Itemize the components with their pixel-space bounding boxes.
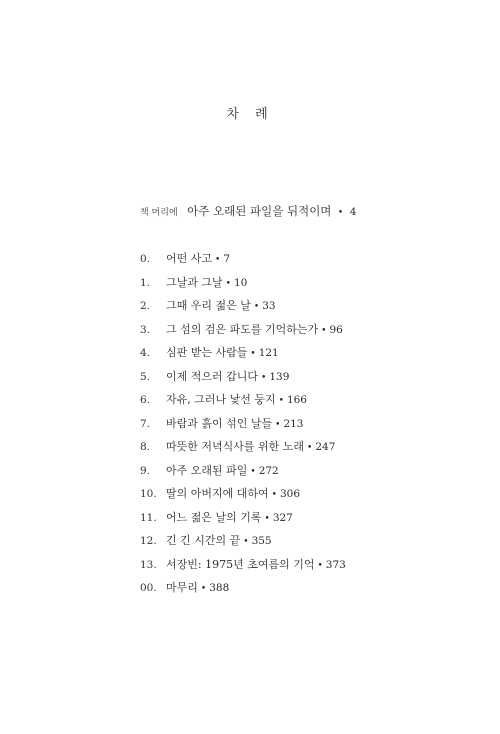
toc-entry-title: 마무리 bbox=[166, 581, 198, 594]
toc-entry bbox=[140, 274, 346, 298]
bullet-separator: • bbox=[250, 466, 256, 477]
toc-entry-title: 딸의 아버지에 대하여 bbox=[166, 487, 269, 500]
bullet-separator: • bbox=[278, 396, 284, 406]
toc-entry-title: 아주 오래된 파일 bbox=[166, 463, 248, 477]
bullet-separator: • bbox=[250, 349, 256, 359]
toc-entry-page-number: 96 bbox=[329, 323, 343, 336]
toc-entry-title: 서장빈: 1975년 초여름의 기억 bbox=[166, 557, 315, 571]
bullet-separator: • bbox=[261, 372, 267, 383]
bullet-separator: • bbox=[307, 443, 313, 453]
toc-entry bbox=[140, 556, 346, 580]
toc-entry bbox=[140, 321, 346, 345]
toc-entry-number: 2. bbox=[140, 300, 151, 312]
toc-entry-title: 그날과 그날 bbox=[166, 275, 223, 289]
toc-entry-page-number: 7 bbox=[223, 253, 231, 265]
toc-entry-page-number: 121 bbox=[258, 347, 279, 359]
table-of-contents bbox=[140, 250, 346, 603]
toc-entry-page-number: 247 bbox=[315, 441, 336, 453]
toc-entry-page-number: 10 bbox=[233, 276, 248, 289]
toc-entry-number: 5. bbox=[140, 370, 151, 383]
toc-entry-title: 심판 받는 사람들 bbox=[166, 346, 248, 359]
toc-entry-page-number: 166 bbox=[286, 394, 307, 406]
bullet-separator: • bbox=[264, 513, 270, 524]
toc-entry bbox=[140, 438, 346, 462]
toc-entry-number: 7. bbox=[140, 417, 151, 430]
preface-entry bbox=[140, 203, 356, 219]
bullet-separator: • bbox=[321, 325, 327, 336]
page-title: 차 례 bbox=[226, 107, 274, 122]
toc-entry bbox=[140, 579, 346, 603]
toc-entry-number: 9. bbox=[140, 464, 151, 477]
toc-entry-title: 그 섬의 검은 파도를 기억하는가 bbox=[166, 322, 319, 336]
bullet-separator: • bbox=[337, 208, 344, 218]
toc-entry bbox=[140, 344, 346, 368]
toc-entry-title: 바람과 흙이 섞인 날들 bbox=[166, 416, 273, 430]
toc-entry-number: 11. bbox=[140, 511, 157, 524]
toc-entry-number: 00. bbox=[140, 582, 157, 594]
toc-entry bbox=[140, 297, 346, 321]
preface-title: 아주 오래된 파일을 뒤적이며 bbox=[187, 204, 332, 218]
toc-entry bbox=[140, 485, 346, 509]
toc-entry-page-number: 272 bbox=[258, 464, 279, 477]
preface-page-number: 4 bbox=[349, 206, 357, 218]
toc-entry-number: 8. bbox=[140, 441, 151, 453]
bullet-separator: • bbox=[200, 584, 207, 594]
toc-entry-number: 10. bbox=[140, 488, 157, 500]
toc-entry-number: 0. bbox=[140, 253, 151, 265]
toc-entry-title: 자유, 그러나 낯선 둥지 bbox=[166, 393, 276, 406]
toc-entry bbox=[140, 532, 346, 556]
toc-entry-number: 6. bbox=[140, 394, 151, 406]
toc-entry-title: 따뜻한 저녁식사를 위한 노래 bbox=[166, 440, 305, 453]
bullet-separator: • bbox=[271, 490, 277, 500]
toc-entry-page-number: 355 bbox=[251, 535, 272, 547]
toc-entry-page-number: 33 bbox=[262, 300, 276, 312]
toc-entry-page-number: 327 bbox=[272, 511, 293, 524]
toc-entry-page-number: 373 bbox=[325, 558, 346, 571]
toc-entry-title: 그때 우리 젊은 날 bbox=[166, 299, 251, 312]
toc-entry bbox=[140, 462, 346, 486]
toc-entry-number: 4. bbox=[140, 347, 151, 359]
toc-entry-number: 13. bbox=[140, 558, 157, 571]
toc-entry bbox=[140, 415, 346, 439]
bullet-separator: • bbox=[317, 560, 323, 571]
toc-entry bbox=[140, 368, 346, 392]
toc-entry-number: 12. bbox=[140, 535, 157, 547]
bullet-separator: • bbox=[253, 302, 260, 312]
toc-entry-number: 3. bbox=[140, 323, 151, 336]
toc-entry-page-number: 213 bbox=[283, 417, 304, 430]
preface-prefix: 책 머리에 bbox=[140, 208, 178, 218]
toc-entry-title: 긴 긴 시간의 끝 bbox=[166, 534, 241, 547]
toc-entry bbox=[140, 509, 346, 533]
toc-entry-page-number: 139 bbox=[269, 370, 290, 383]
toc-entry-title: 이제 적으러 갑니다 bbox=[166, 369, 259, 383]
bullet-separator: • bbox=[225, 278, 231, 289]
toc-entry-number: 1. bbox=[140, 276, 151, 289]
bullet-separator: • bbox=[243, 537, 249, 547]
bullet-separator: • bbox=[275, 419, 281, 430]
toc-entry-page-number: 388 bbox=[209, 582, 230, 594]
toc-entry-title: 어떤 사고 bbox=[166, 252, 213, 265]
toc-entry bbox=[140, 250, 346, 274]
toc-entry bbox=[140, 391, 346, 415]
toc-entry-title: 어느 젊은 날의 기록 bbox=[166, 510, 262, 524]
bullet-separator: • bbox=[215, 255, 221, 265]
toc-entry-page-number: 306 bbox=[279, 488, 300, 500]
